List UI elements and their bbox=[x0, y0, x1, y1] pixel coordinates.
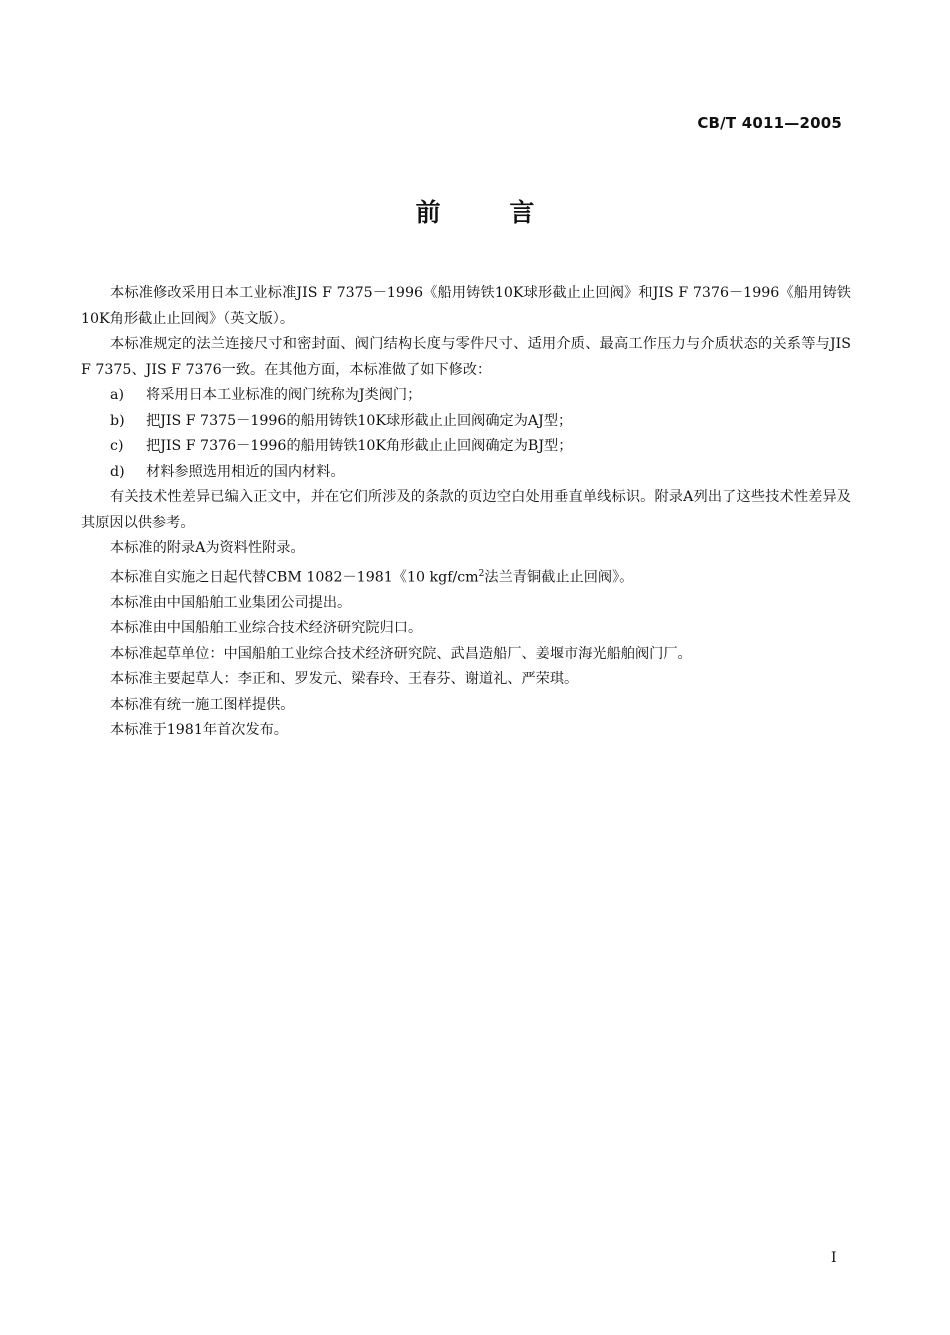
paragraph: 本标准规定的法兰连接尺寸和密封面、阀门结构长度与零件尺寸、适用介质、最高工作压力与介质状态的关系等与JIS F 7375、JIS F 7376一致。在其他方面，本标准做了如下修改： bbox=[81, 336, 851, 378]
replace-text-after: 法兰青铜截止止回阀》。 bbox=[484, 569, 634, 586]
page-title: 前 言 bbox=[415, 198, 565, 227]
paragraph: 本标准有统一施工图样提供。 bbox=[110, 696, 295, 713]
paragraph: 本标准起草单位：中国船舶工业综合技术经济研究院、武昌造船厂、姜堰市海光船舶阀门厂。 bbox=[110, 645, 692, 662]
superscript: 2 bbox=[478, 568, 485, 579]
paragraph: 本标准由中国船舶工业综合技术经济研究院归口。 bbox=[110, 620, 423, 637]
list-item bbox=[81, 460, 851, 486]
replace-statement bbox=[81, 562, 851, 591]
document-body bbox=[81, 281, 851, 744]
standard-code: CB/T 4011—2005 bbox=[697, 114, 842, 132]
paragraph: 本标准于1981年首次发布。 bbox=[110, 722, 288, 739]
list-marker: b) bbox=[110, 412, 125, 429]
list-item-text: 把JIS F 7375－1996的船用铸铁10K球形截止止回阀确定为AJ型； bbox=[146, 412, 573, 429]
paragraph: 有关技术性差异已编入正文中，并在它们所涉及的条款的页边空白处用垂直单线标识。附录A列出了这些技术性差异及其原因以供参考。 bbox=[81, 489, 851, 531]
list-item-text: 把JIS F 7376－1996的船用铸铁10K角形截止止回阀确定为BJ型； bbox=[146, 438, 573, 454]
list-marker: d) bbox=[110, 463, 125, 480]
list-marker: a) bbox=[110, 387, 124, 403]
list-item-text: 材料参照选用相近的国内材料。 bbox=[146, 463, 345, 480]
list-item bbox=[81, 383, 851, 409]
page-number: I bbox=[831, 1250, 837, 1266]
list-item bbox=[81, 409, 851, 435]
paragraph: 本标准主要起草人：李正和、罗发元、梁春玲、王春芬、谢道礼、严荣琪。 bbox=[110, 671, 579, 688]
paragraph: 本标准修改采用日本工业标准JIS F 7375－1996《船用铸铁10K球形截止止回阀》和JIS F 7376－1996《船用铸铁10K角形截止止回阀》（英文版）。 bbox=[81, 285, 851, 327]
list-item bbox=[81, 434, 851, 460]
list-marker: c) bbox=[110, 438, 124, 454]
paragraph: 本标准的附录A为资料性附录。 bbox=[110, 540, 305, 556]
list-item-text: 将采用日本工业标准的阀门统称为J类阀门； bbox=[146, 387, 422, 403]
replace-text-before: 本标准自实施之日起代替CBM 1082－1981《10 kgf/cm bbox=[110, 569, 479, 586]
paragraph: 本标准由中国船舶工业集团公司提出。 bbox=[110, 594, 352, 611]
